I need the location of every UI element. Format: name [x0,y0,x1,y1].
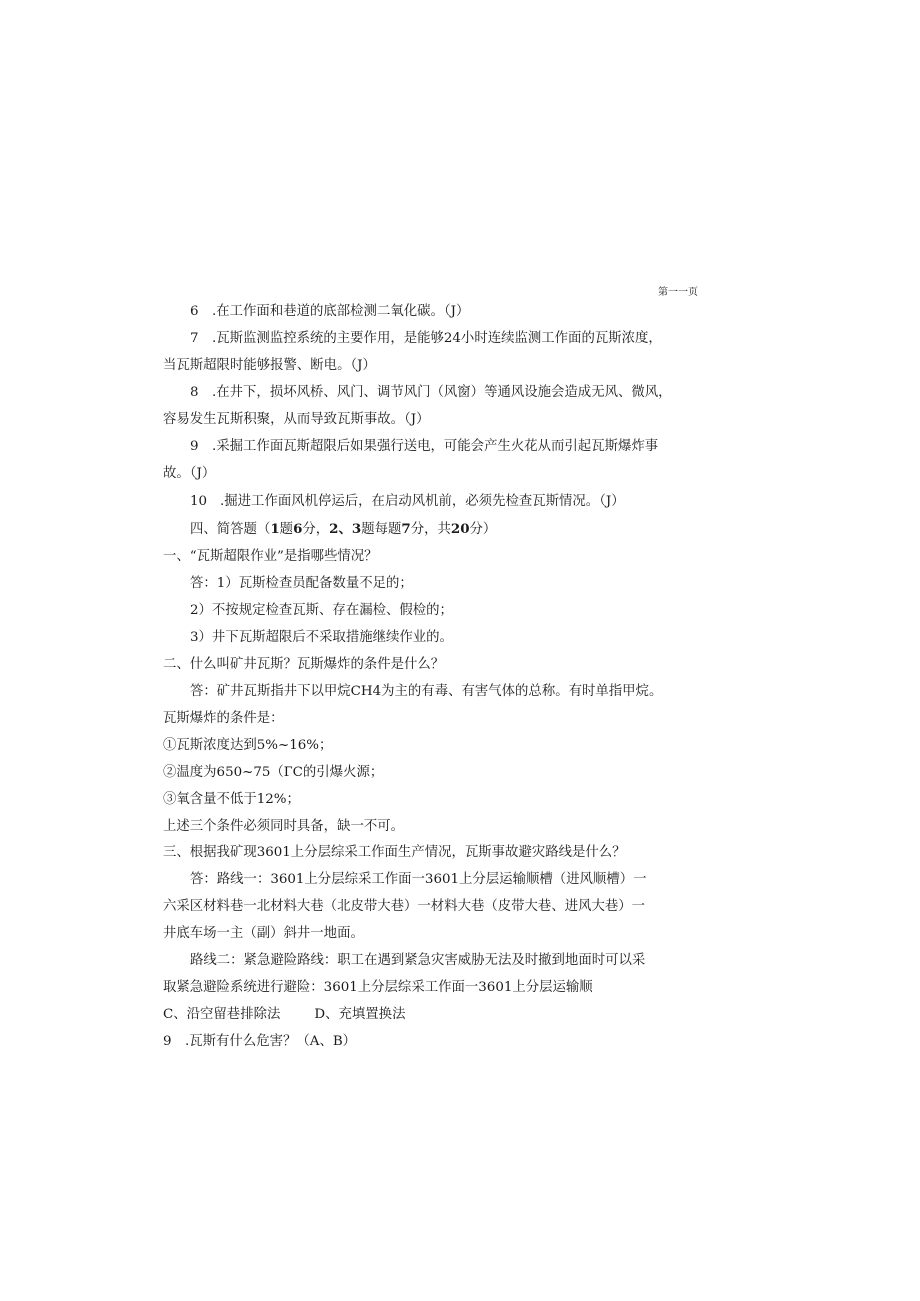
q6-text: .在工作面和巷道的底部检测二氧化碳。（J） [212,304,470,319]
q8-text-line1: .在井下，损坏风桥、风门、调节风门（风窗）等通风设施会造成无风、微风， [212,385,672,400]
sa2-condition-2: ②温度为650~75（ГC的引爆火源； [163,765,384,780]
sa2-answer-1: 答：矿井瓦斯指井下以甲烷CH4为主的有毒、有害气体的总称。有时单指甲烷。 [190,684,663,699]
q7-number: 7 [190,331,199,346]
sa2-condition-3: ③氧含量不低于12%； [163,792,300,807]
sa1-answer-2: 2）不按规定检查瓦斯、存在漏检、假检的； [190,603,453,618]
q10-number: 10 [190,494,208,509]
q9-text-line1: .采掘工作面瓦斯超限后如果强行送电，可能会产生火花从而引起瓦斯爆炸事 [212,439,659,454]
q8-number: 8 [190,385,199,400]
option-c: C、沿空留巷排除法 [163,1007,281,1022]
page-header-label: 第一一页 [658,287,698,298]
option-d: D、充填置换法 [314,1007,406,1022]
judgment-q10 [190,492,730,512]
sa2-conclusion: 上述三个条件必须同时具备，缺一不可。 [163,819,405,834]
sa2-answer-2: 瓦斯爆炸的条件是： [163,711,284,726]
q10-text: .掘进工作面风机停运后，在启动风机前，必须先检查瓦斯情况。（J） [220,494,625,509]
section4-title-num: 20 [450,521,470,537]
judgment-q9-line2: 故。（J） [163,466,216,481]
sa3-route1-line3: 井底车场一主（副）斜井一地面。 [163,926,364,941]
tail-q9-text: .瓦斯有什么危害？（A、B） [185,1034,357,1049]
section4-title-part: 分） [469,522,497,537]
section4-title-part: 题 [279,522,294,537]
sa3-route1-line2: 六采区材料巷一北材料大巷（北皮带大巷）一材料大巷（皮带大巷、进风大巷）一 [163,899,646,914]
section4-title-part: 题每题 [361,522,402,537]
sa1-answer-1: 答：1）瓦斯检查员配备数量不足的； [190,576,413,591]
q7-text-line1: .瓦斯监测监控系统的主要作用，是能够24小时连续监测工作面的瓦斯浓度， [212,331,662,346]
tail-q9-number: 9 [163,1034,172,1049]
section4-title-num: 2、3 [329,521,362,537]
q9-number: 9 [190,439,199,454]
section4-title-part: 分， [302,522,330,537]
judgment-q7-line2: 当瓦斯超限时能够报警、断电。（J） [163,358,376,373]
sa1-question: 一、“瓦斯超限作业”是指哪些情况？ [163,549,378,564]
sa2-condition-1: ①瓦斯浓度达到5%~16%； [163,738,333,753]
tail-q9 [163,1032,703,1052]
judgment-q8-line2: 容易发生瓦斯积聚，从而导致瓦斯事故。（J） [163,412,430,427]
judgment-q6 [190,302,730,322]
judgment-q7-line1 [190,329,730,349]
sa3-route1-line1: 答：路线一：3601上分层综采工作面一3601上分层运输顺槽（进风顺槽）一 [190,872,647,887]
sa1-answer-3: 3）井下瓦斯超限后不采取措施继续作业的。 [190,630,453,645]
section4-title-num: 6 [293,521,303,537]
sa3-question: 三、根据我矿现3601上分层综采工作面生产情况，瓦斯事故避灾路线是什么？ [163,845,626,860]
section4-title-part: 四、简答题（ [190,522,271,537]
sa2-question: 二、什么叫矿井瓦斯？瓦斯爆炸的条件是什么？ [163,657,445,672]
sa3-route2-line2: 取紧急避险系统进行避险：3601上分层综采工作面一3601上分层运输顺 [163,980,593,995]
section4-title-num: 1 [270,521,280,537]
judgment-q9-line1 [190,437,730,457]
tail-options [163,1005,703,1025]
judgment-q8-line1 [190,383,730,403]
section4-title-part: 分，共 [410,522,451,537]
section4-title-num: 7 [401,521,411,537]
section4-title [190,519,730,540]
q6-number: 6 [190,304,199,319]
sa3-route2-line1: 路线二：紧急避险路线：职工在遇到紧急灾害威胁无法及时撤到地面时可以采 [190,953,646,968]
